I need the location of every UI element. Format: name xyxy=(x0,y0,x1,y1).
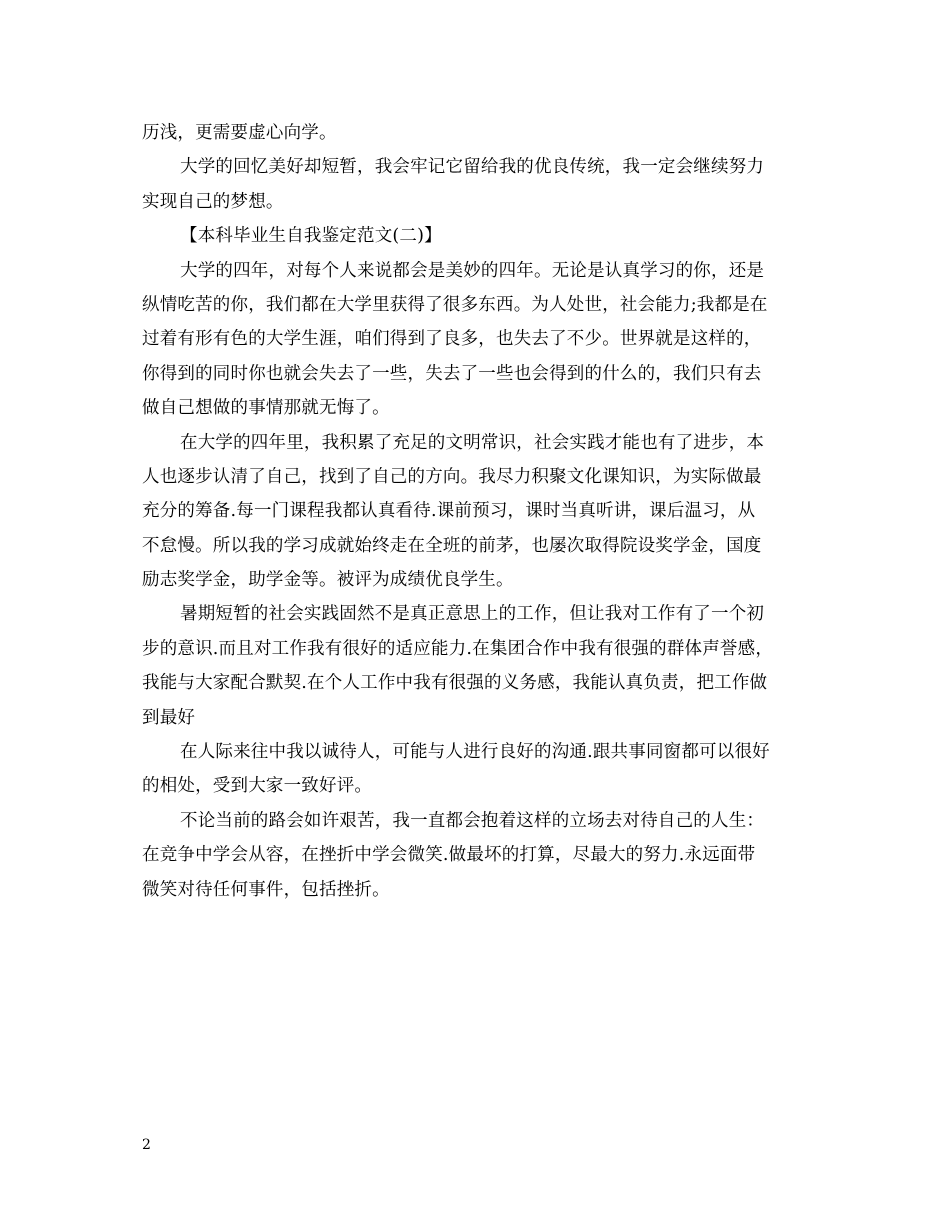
text-line: 励志奖学金，助学金等。被评为成绩优良学生。 xyxy=(142,570,514,591)
text-line: 暑期短暂的社会实践固然不是真正意思上的工作，但让我对工作有了一个初 xyxy=(180,604,765,625)
text-line: 大学的回忆美好却短暂，我会牢记它留给我的优良传统，我一定会继续努力 xyxy=(180,157,765,178)
text-line: 纵情吃苦的你，我们都在大学里获得了很多东西。为人处世，社会能力;我都是在 xyxy=(142,294,768,315)
text-line: 到最好 xyxy=(142,707,196,728)
text-line: 大学的四年，对每个人来说都会是美妙的四年。无论是认真学习的你，还是 xyxy=(180,260,765,281)
text-line: 历浅，更需要虚心向学。 xyxy=(142,123,337,143)
text-line: 实现自己的梦想。 xyxy=(142,191,284,212)
text-line: 人也逐步认清了自己，找到了自己的方向。我尽力积聚文化课知识，为实际做最 xyxy=(142,466,762,487)
text-line: 充分的筹备.每一门课程我都认真看待.课前预习，课时当真听讲，课后温习，从 xyxy=(142,501,756,522)
text-line: 做自己想做的事情那就无悔了。 xyxy=(142,398,390,419)
text-line: 步的意识.而且对工作我有很好的适应能力.在集团合作中我有很强的群体声誉感， xyxy=(142,638,774,659)
text-line: 的相处，受到大家一致好评。 xyxy=(142,776,373,797)
text-line: 不怠慢。所以我的学习成就始终走在全班的前茅，也屡次取得院设奖学金，国度 xyxy=(142,535,762,556)
text-line: 我能与大家配合默契.在个人工作中我有很强的义务感，我能认真负责，把工作做 xyxy=(142,673,768,694)
text-line: 过着有形有色的大学生涯，咱们得到了良多，也失去了不少。世界就是这样的， xyxy=(142,329,762,350)
text-line: 你得到的同时你也就会失去了一些，失去了一些也会得到的什么的，我们只有去 xyxy=(142,363,762,384)
page-number: 2 xyxy=(142,1137,151,1153)
section-heading: 【本科毕业生自我鉴定范文(二)】 xyxy=(180,226,442,247)
text-line: 微笑对待任何事件，包括挫折。 xyxy=(142,879,390,900)
body-text xyxy=(142,116,812,907)
text-line: 在人际来往中我以诚待人，可能与人进行良好的沟通.跟共事同窗都可以很好 xyxy=(180,742,770,763)
text-line: 在竞争中学会从容，在挫折中学会微笑.做最坏的打算，尽最大的努力.永远面带 xyxy=(142,845,756,866)
text-line: 不论当前的路会如许艰苦，我一直都会抱着这样的立场去对待自己的人生： xyxy=(180,810,765,831)
text-line: 在大学的四年里，我积累了充足的文明常识，社会实践才能也有了进步，本 xyxy=(180,432,765,453)
